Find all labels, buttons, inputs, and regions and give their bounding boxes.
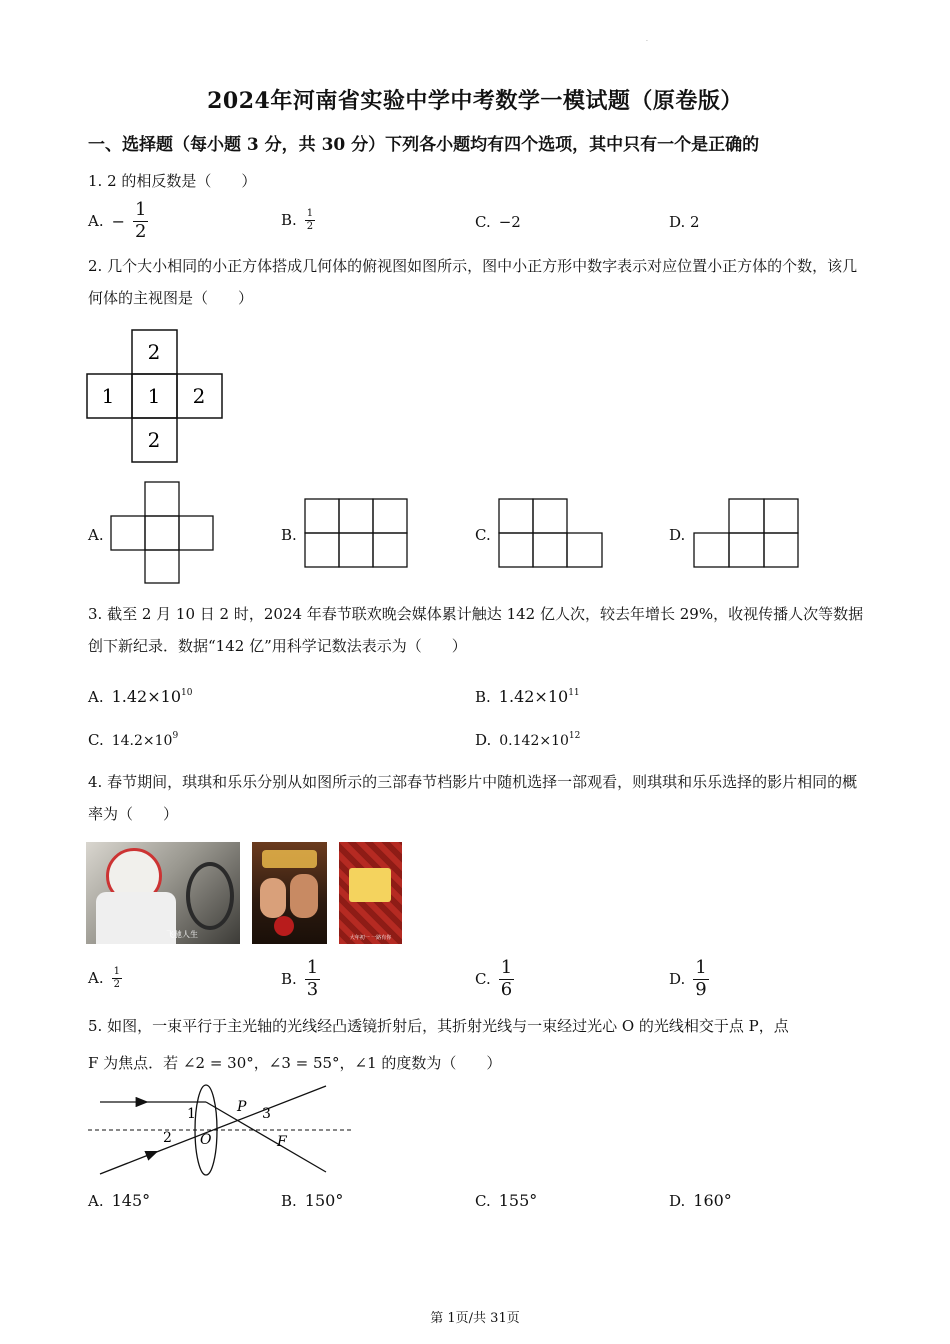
q1-a-label: A. [88, 212, 104, 231]
q1-a-num: 1 [135, 199, 147, 220]
steering-wheel-shape [186, 862, 234, 930]
q3-d-base: 0.142×10 [499, 733, 569, 749]
page-title: 2024年河南省实验中学中考数学一模试题（原卷版） [207, 88, 743, 114]
q4-d-den: 9 [695, 978, 707, 1000]
q2-c-label: C. [475, 526, 491, 544]
q4-a-num: 1 [113, 966, 120, 977]
q2-option-c-figure [498, 498, 604, 568]
q2-stem: 2. 几个大小相同的小正方体搭成几何体的俯视图如图所示，图中小正方形中数字表示对应位置小正方体的个数，该几何体的主视图是（ ） [88, 257, 858, 307]
angle-3-label: 3 [262, 1106, 271, 1122]
grid-cell-bottom: 2 [147, 428, 161, 452]
driver-shape [96, 892, 176, 944]
q4-a-label: A. [88, 969, 104, 987]
q4-b-num: 1 [306, 957, 319, 978]
q2-a-label: A. [88, 526, 104, 544]
q3-option-b [475, 687, 580, 706]
q5-a-value: 145° [111, 1191, 151, 1210]
q5-option-a [88, 1191, 150, 1210]
poster3-caption: 大年初一 一路有你 [349, 935, 392, 941]
q4-c-num: 1 [500, 957, 513, 978]
q5-option-c [475, 1191, 537, 1210]
poster3-title-shape [349, 868, 391, 902]
movie-poster-2 [252, 842, 327, 944]
q4-c-den: 6 [500, 978, 513, 1000]
q5-a-label: A. [88, 1191, 104, 1210]
q4-b-label: B. [281, 970, 297, 989]
q3-c-exp: 9 [172, 731, 179, 741]
q3-b-base: 1.42×10 [498, 687, 569, 706]
q3-c-label: C. [88, 731, 104, 749]
q1-a-sign: − [111, 211, 126, 231]
corner-dot: . [646, 36, 648, 43]
page-footer: 第 1页/共 31页 [430, 1311, 520, 1326]
grid-cell-left: 1 [101, 384, 115, 408]
poster1-caption: 飞驰人生 [166, 930, 198, 939]
q1-b-label: B. [281, 211, 297, 229]
q3-a-base: 1.42×10 [111, 687, 181, 706]
q3-stem: 3. 截至 2 月 10 日 2 时，2024 年春节联欢晚会媒体累计触达 142 亿人次，较去年增长 29%，收视传播人次等数据创下新纪录．数据“142 亿”用科学记数法表示为（ ） [88, 605, 864, 655]
q3-a-label: A. [88, 687, 104, 706]
movie-poster-1 [86, 842, 240, 944]
q5-b-label: B. [281, 1191, 297, 1210]
q4-option-d [669, 958, 709, 1000]
angle-1-label: 1 [187, 1106, 196, 1122]
q2-option-a-figure [110, 481, 214, 584]
section-heading: 一、选择题（每小题 3 分，共 30 分）下列各小题均有四个选项，其中只有一个是正确的 [88, 135, 760, 155]
q4-c-label: C. [475, 970, 491, 989]
q2-b-label: B. [281, 526, 297, 544]
q1-option-d [669, 213, 700, 231]
figure-b-shape [290, 874, 318, 918]
q1-b-num: 1 [306, 208, 314, 219]
q3-b-label: B. [475, 687, 491, 706]
q2-option-b-figure [304, 498, 408, 568]
q1-d-label: D. 2 [669, 213, 700, 231]
q3-c-base: 14.2×10 [111, 733, 173, 749]
q5-stem-line2: F 为焦点．若 ∠2 = 30°，∠3 = 55°，∠1 的度数为（ ） [88, 1054, 502, 1072]
q5-d-label: D. [669, 1191, 686, 1210]
boxing-glove-shape [274, 916, 294, 936]
angle-2-label: 2 [163, 1130, 172, 1146]
q4-option-c [475, 958, 514, 1000]
q4-d-num: 1 [695, 957, 707, 978]
q3-option-d [475, 731, 580, 749]
q3-d-label: D. [475, 731, 492, 749]
q4-option-a [88, 966, 122, 990]
q5-d-value: 160° [693, 1191, 732, 1210]
q4-stem: 4. 春节期间，琪琪和乐乐分别从如图所示的三部春节档影片中随机选择一部观看，则琪琪和乐乐选择的影片相同的概率为（ ） [88, 773, 858, 823]
poster2-title-shape [262, 850, 317, 868]
q1-a-den: 2 [135, 220, 147, 242]
q1-option-b [281, 208, 315, 232]
q2-top-view-grid [86, 328, 224, 466]
q4-a-den: 2 [113, 978, 120, 990]
q4-option-b [281, 958, 320, 1000]
q1-option-c [475, 213, 521, 231]
q5-lens-diagram [86, 1084, 356, 1184]
q1-stem: 1. 2 的相反数是（ ） [88, 172, 257, 190]
grid-cell-right: 2 [192, 384, 206, 408]
q5-stem-line1: 5. 如图，一束平行于主光轴的光线经凸透镜折射后，其折射光线与一束经过光心 O 的光线相交于点 P，点 [88, 1017, 789, 1035]
q4-b-den: 3 [306, 978, 319, 1000]
grid-cell-top: 2 [147, 340, 161, 364]
center-ray [154, 1086, 326, 1153]
point-f-label: F [277, 1134, 287, 1150]
q5-option-b [281, 1191, 343, 1210]
q5-c-value: 155° [498, 1191, 538, 1210]
q3-b-exp: 11 [568, 688, 580, 698]
figure-a-shape [260, 878, 286, 918]
q1-option-a [88, 200, 148, 242]
center-ray-arrow [100, 1152, 156, 1174]
q1-c-value: −2 [498, 213, 521, 231]
q3-a-exp: 10 [181, 688, 193, 698]
q5-b-value: 150° [304, 1191, 344, 1210]
q5-c-label: C. [475, 1191, 491, 1210]
q1-c-label: C. [475, 213, 491, 231]
q1-a-fraction [133, 200, 148, 242]
q1-b-fraction [305, 208, 315, 232]
grid-cell-center: 1 [147, 384, 161, 408]
q2-option-d-figure [693, 498, 800, 568]
q3-option-a [88, 687, 192, 706]
q3-option-c [88, 731, 178, 749]
q2-d-label: D. [669, 526, 686, 544]
point-p-label: P [237, 1099, 247, 1115]
movie-poster-3 [339, 842, 402, 944]
q3-d-exp: 12 [568, 731, 581, 741]
q4-d-label: D. [669, 970, 686, 989]
point-o-label: O [200, 1132, 212, 1148]
q5-option-d [669, 1191, 732, 1210]
q1-b-den: 2 [306, 220, 314, 232]
